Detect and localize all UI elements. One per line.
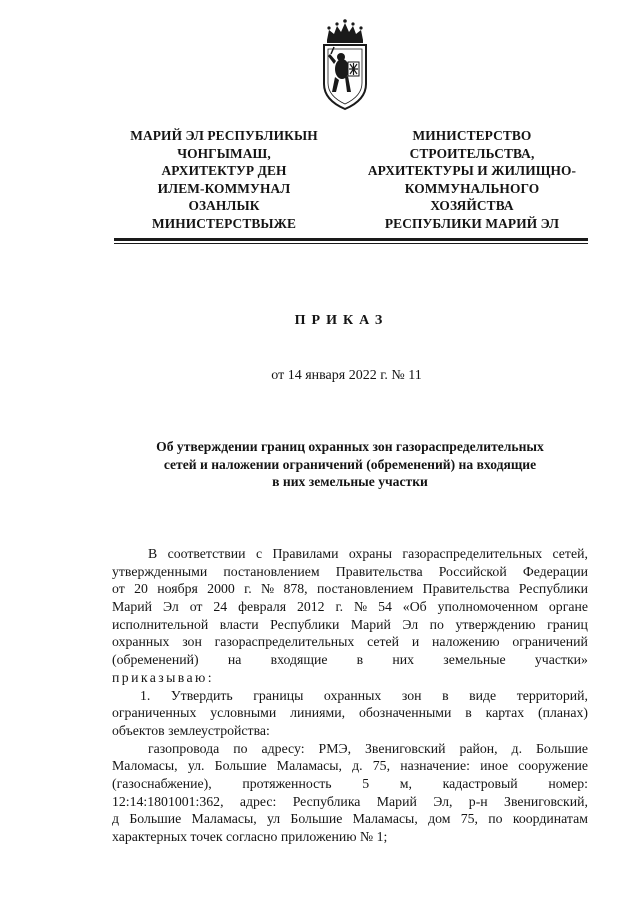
header-right-line: ХОЗЯЙСТВА	[430, 198, 514, 214]
body-word: г.	[335, 599, 344, 615]
body-word: Республики	[270, 616, 340, 632]
header-left-line: ЧОНГЫМАШ,	[177, 145, 271, 161]
body-word: утверждению	[455, 616, 536, 632]
body-word: (планах)	[537, 705, 588, 721]
header-left-line: ОЗАНЛЫК	[188, 198, 260, 214]
body-word: 12:14:1801001:362,	[112, 793, 224, 809]
body-word: Утвердить	[170, 687, 233, 703]
body-word: газораспределительных	[214, 634, 355, 650]
body-word: иное	[480, 758, 509, 774]
body-line	[112, 687, 588, 705]
body-word: и	[411, 634, 420, 650]
body-word: Марий	[112, 599, 153, 615]
subject-line: сетей и наложении ограничений (обременений) на входящие	[163, 456, 537, 472]
body-word: (газоснабжение),	[112, 775, 212, 791]
body-word: д.	[511, 740, 523, 756]
body-word: Маламасы,	[352, 811, 418, 827]
body-word: дом	[428, 811, 451, 827]
body-word: назначение:	[400, 758, 470, 774]
header-left-line: МИНИСТЕРСТВЫЖЕ	[151, 215, 296, 231]
body-word: Эл	[402, 616, 419, 632]
body-word: Российской	[438, 563, 507, 579]
body-word: Эл	[162, 599, 179, 615]
body-line	[112, 580, 588, 598]
body-word: РМЭ,	[318, 740, 352, 756]
body-word: утвержденными	[112, 563, 208, 579]
body-word: уполномоченном	[437, 599, 538, 615]
body-word: границ	[547, 616, 588, 632]
body-word: Республика	[292, 793, 361, 809]
body-word: «Об	[402, 599, 427, 615]
body-line	[112, 704, 588, 722]
body-word: виде	[469, 687, 497, 703]
body-line	[112, 598, 588, 616]
document-type-title: ПРИКАЗ	[294, 313, 389, 328]
body-word: картах	[485, 705, 525, 721]
header-right-line: АРХИТЕКТУРЫ И ЖИЛИЩНО-	[367, 163, 577, 179]
body-word: постановлением	[316, 581, 414, 597]
document-body	[112, 545, 588, 846]
header-left-line: АРХИТЕКТУР ДЕН	[161, 163, 287, 179]
body-word: Большие	[536, 740, 588, 756]
body-word: с	[255, 546, 263, 561]
body-word: сетей,	[552, 546, 588, 561]
body-word: 54	[378, 599, 392, 615]
header-divider-thin	[114, 243, 588, 244]
body-word: охранных	[323, 687, 382, 703]
header-left-line: ИЛЕМ-КОММУНАЛ	[157, 180, 291, 196]
body-word: Маламасы,	[191, 811, 257, 827]
body-word: №	[260, 581, 275, 597]
body-line	[112, 633, 588, 651]
body-word: февраля	[238, 599, 287, 615]
body-word: г.	[244, 581, 252, 597]
body-word: район,	[459, 740, 498, 756]
header-right-line: РЕСПУБЛИКИ МАРИЙ ЭЛ	[384, 215, 560, 231]
body-word: Правительства	[422, 581, 510, 597]
body-word: Большие	[129, 811, 182, 827]
body-word: д.	[352, 758, 363, 774]
body-word: исполнительной	[112, 616, 209, 632]
body-word: 2000	[207, 581, 235, 597]
body-line	[112, 793, 588, 811]
header-ministry-russian	[348, 127, 596, 233]
body-line	[112, 616, 588, 634]
subject-line: в них земельные участки	[272, 474, 428, 490]
body-word: от	[189, 599, 203, 615]
body-word: Республики	[518, 581, 588, 597]
body-line	[112, 669, 588, 687]
body-word: ограниченных	[112, 705, 197, 721]
body-word: по	[233, 740, 248, 756]
body-word: власти	[219, 616, 259, 632]
body-word: адрес:	[239, 793, 277, 809]
body-line	[112, 651, 588, 669]
body-word: ноября	[157, 581, 198, 597]
body-word: зон	[401, 687, 422, 703]
body-word: 75,	[372, 758, 391, 774]
mari-el-coat-of-arms-icon	[320, 14, 370, 114]
body-word: В	[148, 546, 158, 561]
body-word: на	[227, 652, 242, 668]
body-word: наложению	[431, 634, 500, 650]
body-word: ул.	[187, 758, 205, 774]
body-word: Большие	[214, 758, 267, 774]
body-word: м,	[399, 775, 412, 791]
body-word: Маламасы,	[276, 758, 342, 774]
body-word: (обременений)	[112, 652, 199, 668]
body-word: Правилами	[272, 546, 339, 561]
body-word: Эл,	[433, 793, 453, 809]
body-word: д	[112, 811, 120, 827]
body-line	[112, 545, 588, 563]
body-line	[112, 828, 588, 846]
body-word: 1.	[140, 687, 151, 703]
body-word: кадастровый	[442, 775, 518, 791]
body-word: территорий,	[516, 687, 588, 703]
body-word: Федерации	[522, 563, 588, 579]
body-word: адресу:	[261, 740, 305, 756]
body-word: 24	[213, 599, 228, 615]
document-subject	[112, 438, 588, 491]
body-word: от	[112, 581, 125, 597]
body-word: протяженность	[242, 775, 332, 791]
body-word: охранных	[112, 634, 170, 650]
body-word: №	[353, 599, 368, 615]
body-word: условными	[210, 705, 277, 721]
body-line	[112, 775, 588, 793]
body-word: них	[392, 652, 415, 668]
body-word: по	[429, 616, 444, 632]
body-word: координатам	[512, 811, 588, 827]
body-word: обозначенными	[358, 705, 452, 721]
body-word: газораспределительных	[402, 546, 543, 561]
body-word: по	[488, 811, 503, 827]
body-word: 878,	[283, 581, 308, 597]
header-right-line: МИНИСТЕРСТВО	[412, 128, 532, 143]
body-word: сетей	[367, 634, 400, 650]
header-left-line: МАРИЙ ЭЛ РЕСПУБЛИКЫН	[130, 128, 318, 143]
body-word: 75,	[460, 811, 478, 827]
body-word: органе	[548, 599, 588, 615]
body-text-fragment: характерных точек согласно приложению № 1;	[112, 829, 388, 844]
document-date-number: от 14 января 2022 г. № 11	[271, 368, 422, 383]
body-word: Марий	[376, 793, 417, 809]
body-line	[112, 740, 588, 758]
body-word: сооружение	[518, 758, 588, 774]
subject-line: Об утверждении границ охранных зон газораспределительных	[156, 439, 544, 454]
body-word: р-н	[468, 793, 488, 809]
body-word: газопровода	[148, 740, 220, 756]
body-word: в	[356, 652, 364, 668]
body-word: в	[442, 687, 449, 703]
body-word: участки»	[534, 652, 588, 668]
header-divider-thick	[114, 238, 588, 241]
body-word: Правительства	[335, 563, 423, 579]
body-word: постановлением	[223, 563, 320, 579]
body-word: Большие	[290, 811, 343, 827]
body-word: земельные	[443, 652, 506, 668]
header-right-line: КОММУНАЛЬНОГО	[404, 180, 540, 196]
body-word: входящие	[270, 652, 328, 668]
body-word: в	[465, 705, 472, 721]
body-word: ул	[266, 811, 281, 827]
body-word: ограничений	[512, 634, 588, 650]
body-line	[112, 563, 588, 581]
header-right-line: СТРОИТЕЛЬСТВА,	[409, 145, 535, 161]
body-word: границы	[253, 687, 304, 703]
body-line	[112, 722, 588, 740]
body-text-fragment: объектов землеустройства:	[112, 722, 270, 738]
body-word: линиями,	[290, 705, 346, 721]
body-word: зон	[182, 634, 202, 650]
body-line	[112, 757, 588, 775]
body-word: соответствии	[167, 546, 246, 561]
body-word: 5	[362, 775, 370, 791]
body-word: Звениговский	[364, 740, 446, 756]
body-word: Маломасы,	[112, 758, 178, 774]
header-ministry-mari	[100, 127, 348, 233]
body-word: номер:	[548, 775, 588, 791]
body-word: охраны	[348, 546, 393, 561]
body-word: 2012	[296, 599, 325, 615]
body-line	[112, 810, 588, 828]
body-word: Марий	[350, 616, 391, 632]
order-word: приказываю:	[112, 669, 214, 685]
body-word: Звениговский,	[504, 793, 588, 809]
body-word: 20	[134, 581, 148, 597]
